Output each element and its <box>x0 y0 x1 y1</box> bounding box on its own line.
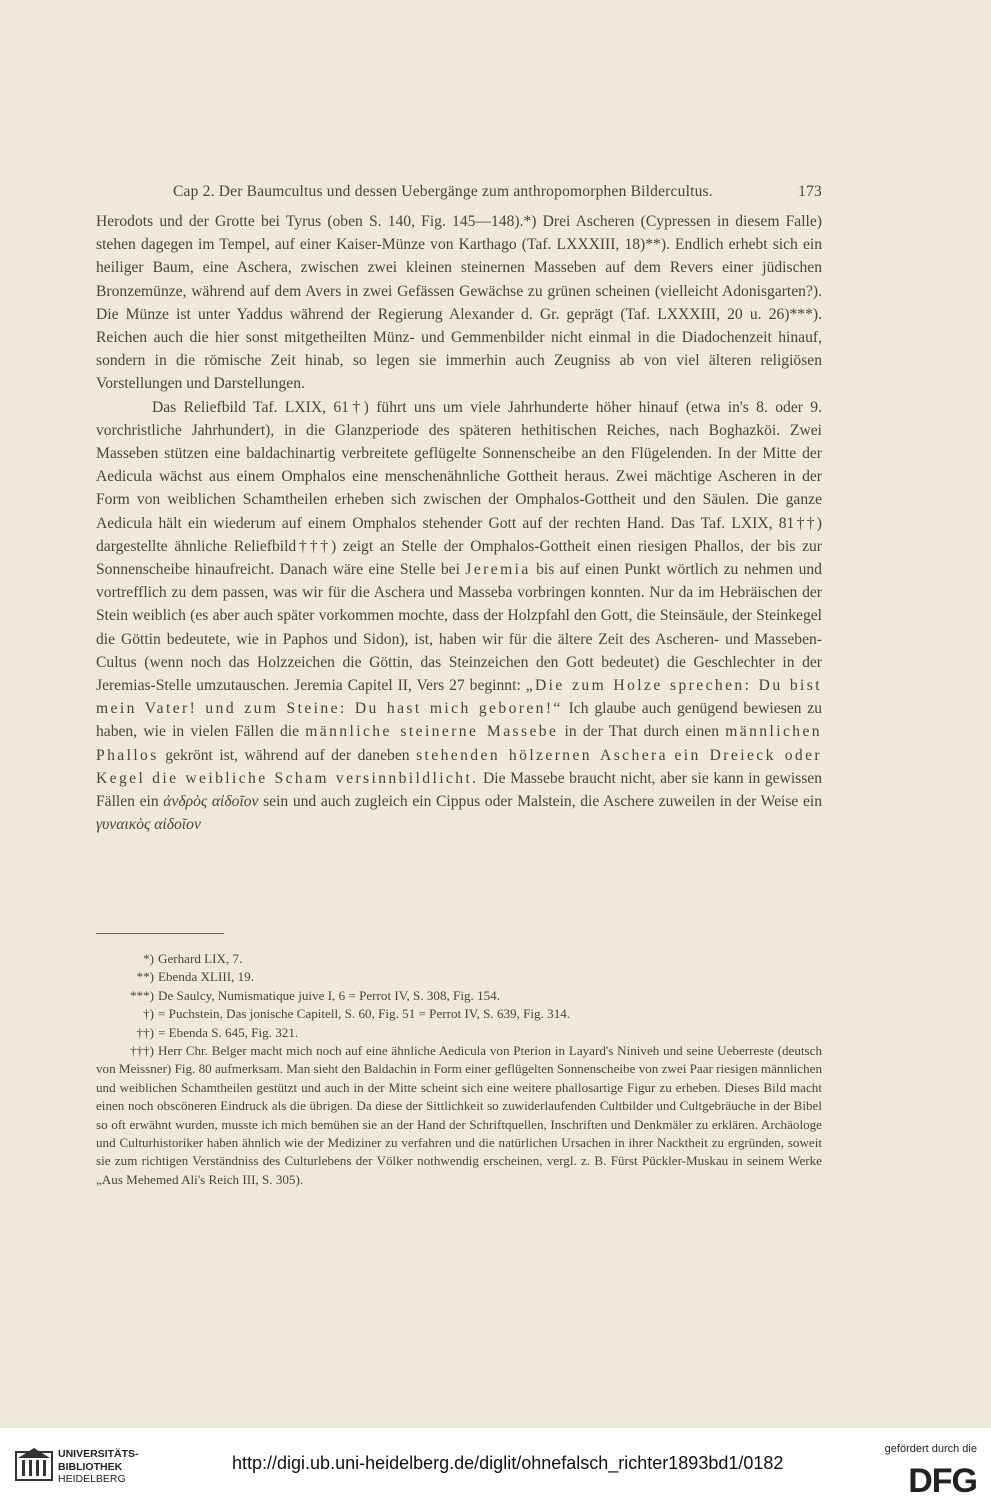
footnote <box>96 1005 822 1023</box>
viewer-footer <box>0 1428 991 1509</box>
library-name <box>58 1448 139 1486</box>
library-line-3: HEIDELBERG <box>58 1473 126 1485</box>
text-segment-7: sein und auch zugleich ein Cippus oder Malstein, die Aschere zuweilen in der Weise ein <box>258 793 822 811</box>
library-line-2: BIBLIOTHEK <box>58 1460 123 1473</box>
footnote <box>96 968 822 986</box>
paragraph-2 <box>96 396 822 837</box>
footnote-mark: *) <box>143 951 154 966</box>
paragraph-2-start: Das Reliefbild Taf. LXIX, 61†) führt uns um viele Jahrhunderte höher hinauf (etwa in's 8. oder 9. vorchristliche Jahrhundert), in die Glanzperiode des späteren hethitischen Reiches, nach Boghazköi. Zwei Masseben stützen eine baldachinartig verbreitete geflügelte Sonnenscheibe an den Flügelenden. In der Mitte der Aedicula wächst aus einem Omphalos eine menschenähnliche Gottheit heraus. Zwei mächtige Ascheren in der Form von weiblichen Schamtheilen erheben sich zwischen der Omphalos-Gottheit und den Säulen. Die ganze Aedicula hält ein wiederum auf einem Omphalos stehender Gott auf der rechten Hand. Das Taf. LXIX, 81††) dargestellte ähnliche Reliefbild†††) zeigt an Stelle der Omphalos-Gottheit einen riesigen Phallos, der bis zur Sonnenscheibe hinaufreicht. Danach wäre eine Stelle bei <box>96 398 822 579</box>
funding-label: gefördert durch die <box>884 1443 977 1455</box>
paragraph-1: Herodots und der Grotte bei Tyrus (oben S. 140, Fig. 145—148).*) Drei Ascheren (Cypressen in diesem Falle) stehen dagegen im Tempel, auf einer Kaiser-Münze von Karthago (Taf. LXXXIII, 18)**). Endlich erhebt sich ein heiliger Baum, eine Aschera, zwischen zwei kleinen steinernen Masseben auf dem Revers einer jüdischen Bronzemünze, während auf dem Avers in zwei Gefässen Gewächse zu grünen scheinen (vielleicht Adonisgarten?). Die Münze ist unter Yaddus während der Regierung Alexander d. Gr. geprägt (Taf. LXXXIII, 20 u. 26)***). Reichen auch die hier sonst mitgetheilten Münz- und Gemmenbilder nicht einmal in die Diadochenzeit hinauf, sondern in die römische Zeit hinab, so legen sie immerhin auch Zeugniss ab von viel älteren religiösen Vorstellungen und Darstellungen. <box>96 213 822 393</box>
main-text <box>96 210 822 836</box>
text-segment-2: Ich glaube auch genügend bewiesen zu haben, wie in vielen Fällen die <box>96 700 822 741</box>
running-title: Cap 2. Der Baumcultus und dessen Uebergänge zum anthropomorphen Bildercultus. <box>173 183 713 200</box>
page-number: 173 <box>798 183 822 200</box>
spaced-jeremia: Jeremia <box>465 561 531 579</box>
greek-andros: ἀνδρὸς αἰδοῖον <box>163 793 259 811</box>
spaced-quote: „Die zum Holze sprechen: Du bist mein Vater! und zum Steine: Du hast mich geboren!“ <box>96 677 822 718</box>
footnote-mark: ††) <box>136 1024 154 1040</box>
text-segment-3: in der That durch einen <box>558 723 726 741</box>
library-line-1: UNIVERSITÄTS- <box>58 1448 139 1460</box>
text-segment-1: bis auf einen Punkt wörtlich zu nehmen und vortrefflich zu dem passen, was wir für die Aschera und Masseba vorbringen konnten. Nur da im Hebräischen der Stein weiblich (es aber auch später vorkommen mochte, dass der Holzpfahl den Gott, die Steinsäule, der Steinkegel die Göttin bedeutete, wie in Paphos und Sidon), ist, haben wir für die ältere Zeit des Ascheren- und Masseben-Cultus (wenn noch das Holzzeichen die Göttin, das Steinzeichen den Gott bedeutet) die Geschlechter in der Jeremias-Stelle umzutauschen. Jeremia Capitel II, Vers 27 beginnt: <box>96 561 822 695</box>
dfg-logo: DFG <box>908 1462 977 1500</box>
footnote-mark: **) <box>136 969 154 985</box>
footnote <box>96 987 822 1005</box>
greek-gynaikos: γυναικὸς αἰδοῖον <box>96 816 201 834</box>
footnote-long <box>96 1042 822 1189</box>
spaced-dreieck: ein Dreieck oder Kegel die weibliche Scham versinnbildlicht. <box>96 746 823 787</box>
footnote-text: = Ebenda S. 645, Fig. 321. <box>158 1024 299 1040</box>
spaced-phallos: männlichen Phallos <box>96 723 822 764</box>
spaced-aschera: stehenden hölzernen Aschera <box>416 746 668 764</box>
text-segment-4: gekrönt ist, während auf der daneben <box>158 746 417 764</box>
footnote-text: Ebenda XLIII, 19. <box>158 969 254 985</box>
permalink-url[interactable]: http://digi.ub.uni-heidelberg.de/diglit/ohnefalsch_richter1893bd1/0182 <box>232 1453 784 1473</box>
spaced-steinerne: männliche steinerne Massebe <box>305 723 559 741</box>
footnote-text: De Saulcy, Numismatique juive I, 6 = Perrot IV, S. 308, Fig. 154. <box>158 987 500 1003</box>
text-segment-6: Die Massebe braucht nicht, aber sie kann in gewissen Fällen ein <box>96 769 823 811</box>
footnote-text: Gerhard LIX, 7. <box>158 951 243 966</box>
university-seal-icon <box>14 1446 54 1486</box>
footnote-mark: †††) <box>129 1043 154 1059</box>
footnote <box>96 950 822 968</box>
footnote-text: = Puchstein, Das jonische Capitell, S. 60, Fig. 51 = Perrot IV, S. 639, Fig. 314. <box>158 1006 571 1022</box>
footnote <box>96 1024 822 1042</box>
footnote-text: Herr Chr. Belger macht mich noch auf eine ähnliche Aedicula von Pterion in Layard's Niniveh und seine Ueberreste (deutsch von Meissner) Fig. 80 aufmerksam. Man sieht den Baldachin in Form einer geflügelten Sonnenscheibe von zwei Paar riesigen männlichen und weiblichen Schamtheilen gestützt und auch in der Mitte scheint sich eine weitere phallosartige Figur zu erheben. Dieses Bild macht einen noch obscöneren Eindruck als die übrigen. Da diese der Sittlichkeit so zuwiderlaufenden Cultbilder und Cultgebräuche in der Bibel so oft erwähnt wurden, musste ich mich bemühen sie an der Hand der Schriftquellen, Inschriften und Denkmäler zu erklären. Archäologe und Culturhistoriker haben ähnlich wie der Mediziner zu verfahren und die natürlichen Ursachen in ihrer Nacktheit zu ergründen, soweit sie zum richtigen Verständniss des Culturlebens der Völker nothwendig erscheinen, vergl. z. B. Fürst Pückler-Muskau in seinem Werke „Aus Mehemed Ali's Reich III, S. 305). <box>96 1043 822 1187</box>
footnote-rule <box>96 933 224 934</box>
footnote-mark: ***) <box>129 987 154 1003</box>
footnotes <box>96 950 822 1189</box>
footnote-mark: †) <box>143 1006 154 1022</box>
